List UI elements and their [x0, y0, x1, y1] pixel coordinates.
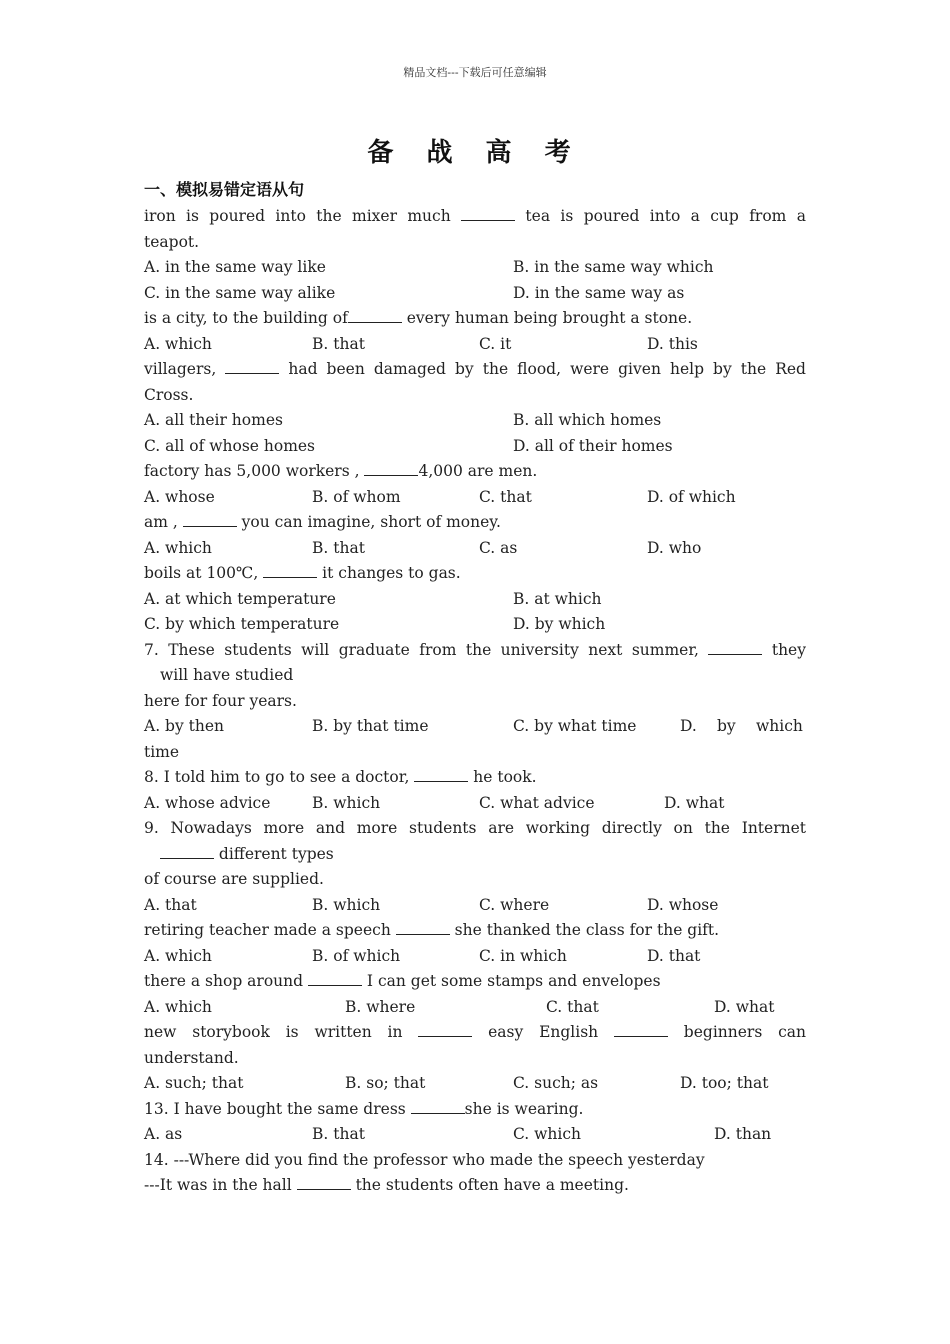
- question-10-options: [144, 944, 806, 970]
- answer-blank[interactable]: [160, 844, 214, 859]
- answer-blank[interactable]: [418, 1022, 472, 1037]
- option-c[interactable]: C. where: [479, 895, 550, 914]
- option-b[interactable]: B. so; that: [345, 1074, 426, 1092]
- option-c[interactable]: C. what advice: [479, 793, 595, 812]
- question-2-options: [144, 332, 806, 358]
- question-9-stem: 9. Nowadays more and more students are working directly on the Internet: [144, 819, 806, 837]
- option-d[interactable]: D. whose: [647, 895, 719, 914]
- option-b[interactable]: B. by that time: [312, 717, 429, 735]
- option-b[interactable]: B. all which homes: [513, 411, 662, 429]
- answer-blank[interactable]: [396, 920, 450, 935]
- option-a[interactable]: A. in the same way like: [144, 258, 326, 276]
- option-c[interactable]: C. that: [546, 997, 599, 1016]
- answer-blank[interactable]: [411, 1099, 465, 1114]
- question-4-stem: factory has 5,000 workers , 4,000 are men.: [144, 462, 538, 480]
- question-3-stem: villagers, had been damaged by the flood, were given help by the Red: [144, 360, 806, 378]
- question-12-stem: new storybook is written in easy English beginners can: [144, 1023, 806, 1041]
- question-6-options-ab: [144, 587, 806, 613]
- question-4-options: [144, 485, 806, 511]
- answer-blank[interactable]: [348, 308, 402, 323]
- option-a[interactable]: A. which: [144, 334, 212, 353]
- answer-blank[interactable]: [708, 640, 762, 655]
- option-a[interactable]: A. as: [144, 1125, 183, 1143]
- question-7-stem-end: here for four years.: [144, 691, 297, 710]
- option-d[interactable]: D. than: [714, 1125, 772, 1143]
- answer-blank[interactable]: [263, 563, 317, 578]
- option-d[interactable]: D. of which: [647, 487, 736, 506]
- option-d[interactable]: D. what: [664, 793, 725, 812]
- option-c[interactable]: C. in the same way alike: [144, 283, 336, 302]
- answer-blank[interactable]: [461, 206, 515, 221]
- option-b[interactable]: B. that: [312, 538, 365, 557]
- question-8-options: [144, 791, 806, 817]
- question-6-stem: boils at 100℃, it changes to gas.: [144, 564, 461, 582]
- answer-blank[interactable]: [183, 512, 237, 527]
- question-1-stem-cont: teapot.: [144, 232, 200, 251]
- option-d[interactable]: D. who: [647, 538, 702, 557]
- option-b[interactable]: B. of whom: [312, 487, 401, 506]
- question-13-stem: 13. I have bought the same dress she is wearing.: [144, 1099, 584, 1118]
- question-12-options: [144, 1071, 806, 1097]
- option-a[interactable]: A. at which temperature: [144, 589, 336, 608]
- question-6-options-cd: [144, 612, 806, 638]
- option-a[interactable]: A. all their homes: [144, 411, 283, 429]
- question-14-answer-line: ---It was in the hall the students often have a meeting.: [144, 1176, 629, 1194]
- option-c[interactable]: C. by what time: [513, 717, 637, 735]
- option-d[interactable]: D. this: [647, 334, 698, 353]
- answer-blank[interactable]: [364, 461, 418, 476]
- option-b[interactable]: B. which: [312, 793, 381, 812]
- option-a[interactable]: A. by then: [144, 717, 225, 735]
- answer-blank[interactable]: [308, 971, 362, 986]
- option-c[interactable]: C. it: [479, 334, 512, 353]
- option-a[interactable]: A. which: [144, 946, 212, 965]
- question-9-stem-end: of course are supplied.: [144, 870, 324, 888]
- page-title: 备 战 高 考: [367, 138, 583, 168]
- option-d[interactable]: D. too; that: [680, 1074, 769, 1092]
- option-d-wrap: time: [144, 742, 180, 761]
- option-d[interactable]: D. all of their homes: [513, 436, 673, 455]
- question-9-stem-cont: different types: [144, 842, 806, 868]
- question-2-stem: is a city, to the building of every human being brought a stone.: [144, 309, 693, 327]
- question-7-stem: 7. These students will graduate from the university next summer, they: [144, 640, 806, 659]
- option-c[interactable]: C. by which temperature: [144, 615, 340, 633]
- question-5-options: [144, 536, 806, 562]
- question-3-options-cd: [144, 434, 806, 460]
- option-b[interactable]: B. in the same way which: [513, 258, 714, 276]
- question-8-stem: 8. I told him to go to see a doctor, he took.: [144, 768, 537, 786]
- answer-blank[interactable]: [614, 1022, 668, 1037]
- question-11-stem: there a shop around I can get some stamps and envelopes: [144, 972, 661, 990]
- answer-blank[interactable]: [225, 359, 279, 374]
- option-a[interactable]: A. which: [144, 997, 212, 1016]
- option-c[interactable]: C. in which: [479, 946, 567, 965]
- question-3-options-ab: [144, 408, 806, 434]
- question-11-options: [144, 995, 806, 1021]
- option-b[interactable]: B. at which: [513, 589, 602, 608]
- question-1-stem: iron is poured into the mixer much tea is poured into a cup from a: [144, 207, 806, 225]
- option-c[interactable]: C. as: [479, 538, 518, 557]
- option-d-word-by: by: [717, 717, 736, 735]
- section-heading: 一、模拟易错定语从句: [144, 180, 305, 199]
- question-12-stem-cont: understand.: [144, 1048, 239, 1067]
- question-list: [144, 204, 806, 1199]
- option-c[interactable]: C. all of whose homes: [144, 436, 316, 455]
- option-a[interactable]: A. whose: [144, 487, 215, 506]
- option-d[interactable]: D. by which: [513, 615, 606, 633]
- question-7-stem-cont: will have studied: [160, 666, 294, 684]
- answer-blank[interactable]: [297, 1175, 351, 1190]
- question-3-stem-cont: Cross.: [144, 385, 194, 404]
- option-c[interactable]: C. that: [479, 487, 532, 506]
- question-14-stem: 14. ---Where did you find the professor who made the speech yesterday: [144, 1150, 705, 1169]
- question-1-options-cd: [144, 281, 806, 307]
- question-5-stem: am , you can imagine, short of money.: [144, 513, 501, 531]
- page-header: 精品文档---下载后可任意编辑: [403, 66, 547, 79]
- option-a[interactable]: A. whose advice: [144, 793, 271, 812]
- option-d[interactable]: D.: [680, 717, 697, 735]
- question-9-options: [144, 893, 806, 919]
- option-b[interactable]: B. which: [312, 895, 381, 914]
- question-10-stem: retiring teacher made a speech she thanked the class for the gift.: [144, 921, 720, 939]
- answer-blank[interactable]: [414, 767, 468, 782]
- option-c[interactable]: C. which: [513, 1125, 582, 1143]
- option-d[interactable]: D. in the same way as: [513, 283, 685, 302]
- option-c[interactable]: C. such; as: [513, 1074, 599, 1092]
- option-a[interactable]: A. that: [144, 895, 197, 914]
- option-b[interactable]: B. that: [312, 1125, 365, 1143]
- question-7-options: [144, 714, 806, 740]
- option-b[interactable]: B. that: [312, 334, 365, 353]
- option-d[interactable]: D. what: [714, 997, 775, 1016]
- option-a[interactable]: A. which: [144, 538, 212, 557]
- option-b[interactable]: B. where: [345, 997, 416, 1016]
- option-d[interactable]: D. that: [647, 946, 701, 965]
- question-13-options: [144, 1122, 806, 1148]
- option-d-word-which: which: [756, 717, 803, 735]
- option-a[interactable]: A. such; that: [144, 1074, 244, 1092]
- question-1-options-ab: [144, 255, 806, 281]
- option-b[interactable]: B. of which: [312, 946, 401, 965]
